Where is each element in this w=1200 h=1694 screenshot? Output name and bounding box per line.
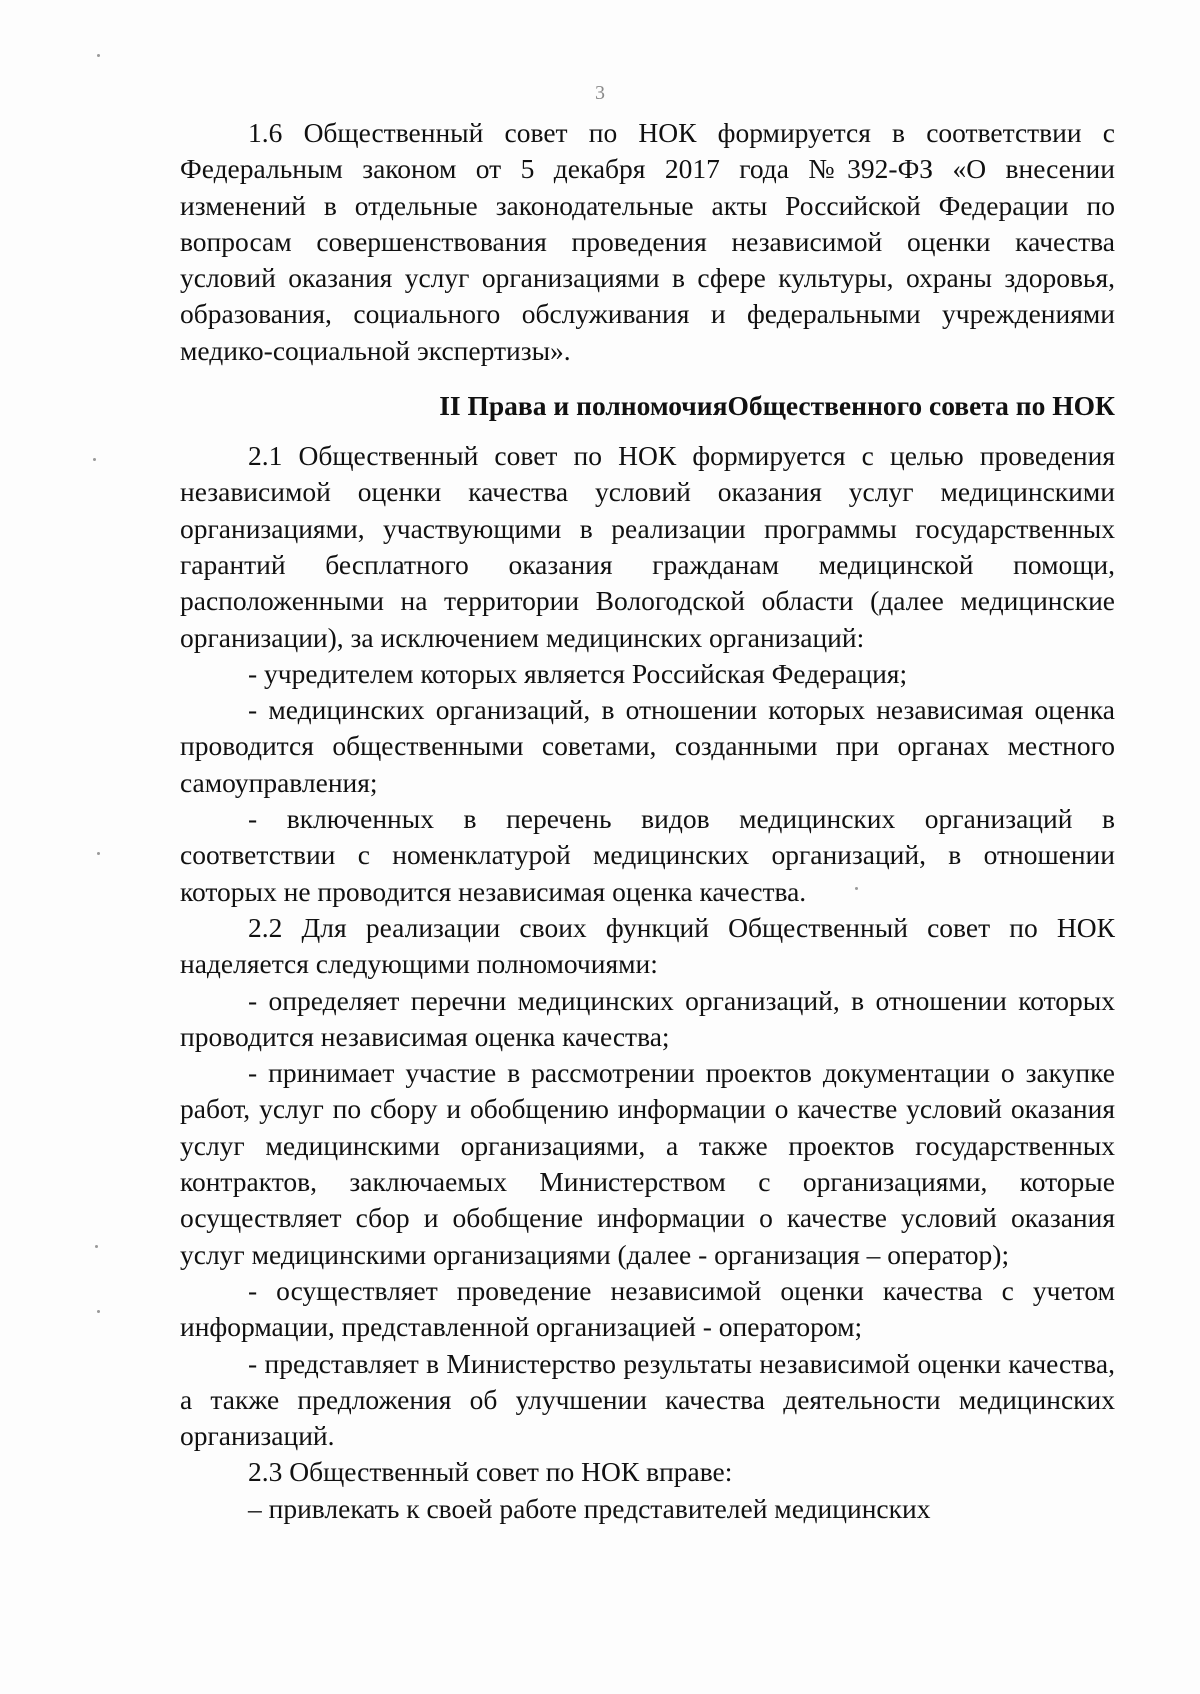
scan-speck <box>95 1245 98 1248</box>
scan-speck <box>93 458 96 461</box>
list-item-procurement: - принимает участие в рассмотрении проектов документации о закупке работ, услуг по сбору и обобщению информации о качестве условий оказания услуг медицинскими организациями, а также проектов государственных контрактов, заключаемых Министерством с организациями, которые осуществляет сбор и обобщение информации о качестве условий оказания услуг медицинскими организациями (далее - организация – оператор); <box>180 1057 1115 1270</box>
page-number: 3 <box>595 82 605 104</box>
list-item-attract-representatives: – привлекать к своей работе представителей медицинских <box>248 1492 931 1524</box>
scan-speck <box>97 54 100 57</box>
paragraph-2-3: 2.3 Общественный совет по НОК вправе: <box>248 1456 733 1488</box>
scan-speck <box>97 852 100 855</box>
list-item-conducts-assessment: - осуществляет проведение независимой оценки качества с учетом информации, представленной организацией - оператором; <box>180 1274 1115 1343</box>
list-item-submits-results: - представляет в Министерство результаты независимой оценки качества, а также предложения об улучшении качества деятельности медицинских организаций. <box>180 1347 1115 1452</box>
list-item-local-councils: - медицинских организаций, в отношении которых независимая оценка проводится общественными советами, созданными при органах местного самоуправления; <box>180 694 1115 798</box>
list-item-founder: - учредителем которых является Российская Федерация; <box>248 657 908 689</box>
scan-speck <box>97 1310 100 1313</box>
list-item-defines-lists: - определяет перечни медицинских организаций, в отношении которых проводится независимая оценка качества; <box>180 984 1115 1052</box>
list-item-nomenclature: - включенных в перечень видов медицинских организаций в соответствии с номенклатурой медицинских организаций, в отношении которых не проводится независимая оценка качества. <box>180 803 1115 907</box>
scan-speck <box>855 887 858 890</box>
paragraph-1-6: 1.6 Общественный совет по НОК формируется в соответствии с Федеральным законом от 5 декабря 2017 года №392-ФЗ «О внесении изменений в отдельные законодательные акты Российской Федерации по вопросам совершенствования проведения независимой оценки качества условий оказания услуг организациями в сфере культуры, охраны здоровья, образования, социального обслуживания и федеральными учреждениями медико-социальной экспертизы». <box>180 117 1115 366</box>
paragraph-2-1: 2.1 Общественный совет по НОК формируется с целью проведения независимой оценки качества условий оказания услуг медицинскими организациями, участвующими в реализации программы государственных гарантий бесплатного оказания гражданам медицинской помощи, расположенными на территории Вологодской области (далее медицинские организации), за исключением медицинских организаций: <box>180 440 1115 653</box>
section-heading: II Права и полномочияОбщественного совета по НОК <box>439 390 1115 422</box>
paragraph-2-2: 2.2 Для реализации своих функций Общественный совет по НОК наделяется следующими полномочиями: <box>180 911 1115 980</box>
document-body <box>180 115 1115 1527</box>
